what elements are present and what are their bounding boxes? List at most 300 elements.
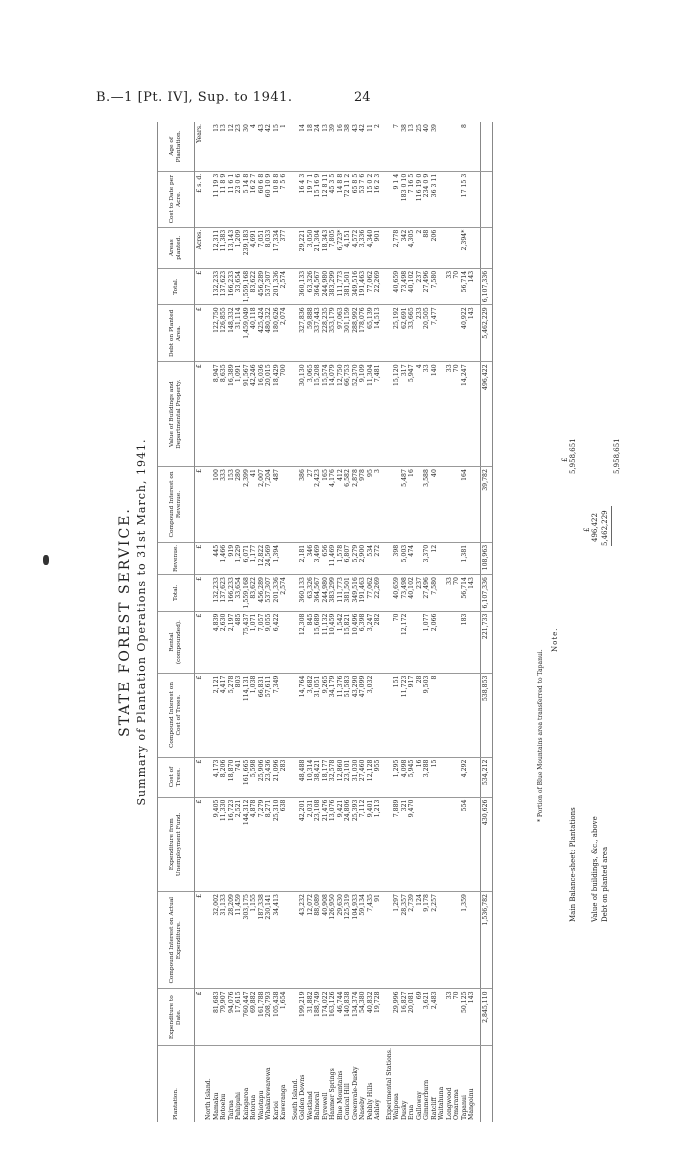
cell-value: 137,623 [220, 268, 228, 305]
cell-value: Acres. [195, 227, 206, 268]
cell-value: 34,413 [273, 892, 281, 989]
cell-value: 21,476 [322, 797, 330, 891]
cell-value [446, 227, 454, 268]
cell-value: 9,405 [213, 797, 221, 891]
cell-value: 73,498 [401, 268, 409, 305]
cell-value [480, 171, 492, 227]
row-label: Kaweranga [280, 1084, 287, 1120]
cell-value: 20,081 [408, 989, 416, 1046]
column-header: Total. [158, 575, 195, 612]
table-row [220, 122, 228, 1122]
cell-value: 137,623 [220, 575, 228, 612]
cell-value: 83,622 [250, 575, 258, 612]
table-row [453, 122, 461, 1122]
table-row [307, 122, 315, 1122]
cell-value: £ [195, 989, 206, 1046]
cell-value: 17,615 [235, 989, 243, 1046]
cell-value: 2,878 [352, 467, 360, 543]
cell-value: 7,580 [431, 575, 439, 612]
cell-value [292, 611, 300, 673]
note-line-2: Value of buildings, &c., above [591, 816, 599, 922]
cell-value: 148,332 [228, 305, 236, 362]
cell-value: 1 [280, 122, 288, 171]
table-row [329, 122, 337, 1122]
cell-value: 6,807 [344, 542, 352, 574]
cell-value: 143 [468, 575, 476, 612]
cell-value: £ [195, 268, 206, 305]
cell-value: 7,481 [374, 362, 382, 467]
cell-value: 30,130 [299, 362, 307, 467]
row-label: Waipoua [393, 1093, 400, 1120]
cell-value: 5,278 [228, 673, 236, 757]
cell-value: 381,501 [344, 575, 352, 612]
cell-value: 12,172 [401, 611, 409, 673]
cell-value [438, 797, 446, 891]
cell-value: 2,574 [280, 575, 288, 612]
cell-value: 23,436 [265, 757, 273, 797]
cell-value: 221,733 [480, 611, 492, 673]
table-row [431, 122, 439, 1122]
cell-value: 15,689 [314, 611, 322, 673]
cell-value: 1,381 [461, 542, 469, 574]
row-label: Hanmer Springs [329, 1068, 336, 1120]
table-row [401, 122, 409, 1122]
cell-value: 14,764 [299, 673, 307, 757]
cell-value: 14,079 [329, 362, 337, 467]
cell-value: 16 [337, 122, 345, 171]
cell-value [431, 797, 439, 891]
cell-value: 63,326 [307, 268, 315, 305]
cell-value: 12,311 [213, 227, 221, 268]
cell-value: 29,221 [299, 227, 307, 268]
page-number: 24 [354, 90, 371, 105]
cell-value [453, 892, 461, 989]
row-label: Conical Hill [344, 1083, 351, 1120]
column-header: Total. [158, 268, 195, 305]
cell-value [438, 673, 446, 757]
cell-value: 3,065 [307, 362, 315, 467]
cell-value: 40 [423, 122, 431, 171]
cell-value: 6,398 [359, 611, 367, 673]
cell-value: 480,322 [265, 305, 273, 362]
cell-value: 77,062 [367, 268, 375, 305]
cell-value [386, 542, 394, 574]
table-row [367, 122, 375, 1122]
cell-value: £ [195, 892, 206, 989]
cell-value: 45 3 5 [329, 171, 337, 227]
cell-value: 317 [401, 362, 409, 467]
cell-value: 9,055 [265, 611, 273, 673]
cell-value: 50,125 [461, 989, 469, 1046]
cell-value: 474 [408, 542, 416, 574]
cell-value: 8,635 [220, 362, 228, 467]
cell-value [438, 892, 446, 989]
cell-value: 845 [307, 611, 315, 673]
cell-value: 24 [314, 122, 322, 171]
cell-value: 234 0 9 [423, 171, 431, 227]
cell-value: 283 [280, 757, 288, 797]
cell-value: 134,374 [352, 989, 360, 1046]
cell-value: 25,393 [352, 797, 360, 891]
cell-value [453, 227, 461, 268]
cell-value: 132,233 [213, 268, 221, 305]
cell-value: 12,308 [299, 611, 307, 673]
row-label: South Island. [291, 1078, 299, 1120]
cell-value: 430,626 [480, 797, 492, 891]
cell-value [393, 467, 401, 543]
cell-value: 206 [431, 227, 439, 268]
cell-value: 349,516 [352, 575, 360, 612]
cell-value: 174,022 [322, 989, 330, 1046]
cell-value: 2 [374, 122, 382, 171]
cell-value [386, 611, 394, 673]
cell-value: 19,728 [374, 989, 382, 1046]
cell-value: 42,201 [299, 797, 307, 891]
cell-value [408, 611, 416, 673]
cell-value: 9,503 [423, 673, 431, 757]
cell-value: 27,496 [423, 268, 431, 305]
cell-value: 60 10 9 [265, 171, 273, 227]
cell-value: 3,588 [423, 467, 431, 543]
cell-value: 13 [408, 122, 416, 171]
cell-value: 33 [446, 989, 454, 1046]
row-label: Experimental Stations. [385, 1048, 393, 1120]
column-header: Plantation. [158, 1046, 195, 1122]
cell-value [205, 797, 213, 891]
table-row [265, 122, 273, 1122]
cell-value: 70 [453, 989, 461, 1046]
cell-value: 538,853 [480, 673, 492, 757]
cell-value: 5,947 [408, 362, 416, 467]
cell-value: 3 [374, 467, 382, 543]
cell-value: 31,882 [307, 989, 315, 1046]
cell-value [205, 467, 213, 543]
cell-value: 14 8 8 [337, 171, 345, 227]
cell-value: 244,980 [322, 268, 330, 305]
cell-value: 25,310 [273, 797, 281, 891]
cell-value: 33 [446, 575, 454, 612]
cell-value: 917 [408, 673, 416, 757]
cell-value: 17,334 [273, 227, 281, 268]
cell-value [438, 268, 446, 305]
cell-value [205, 673, 213, 757]
cell-value: 456,289 [258, 575, 266, 612]
cell-value [292, 989, 300, 1046]
cell-value: 3,288 [423, 757, 431, 797]
cell-value: 18,870 [228, 757, 236, 797]
row-label: Tapanui [460, 1095, 468, 1120]
cell-value [453, 171, 461, 227]
cell-value: 164 [461, 467, 469, 543]
cell-value: 327,836 [299, 305, 307, 362]
cell-value: 111,773 [337, 575, 345, 612]
table-body [195, 122, 493, 1122]
cell-value: 2,181 [299, 542, 307, 574]
cell-value: 161,788 [258, 989, 266, 1046]
cell-value: 272 [374, 542, 382, 574]
table-row [228, 122, 236, 1122]
cell-value: 166,233 [228, 268, 236, 305]
cell-value: 201,336 [273, 575, 281, 612]
cell-value [438, 611, 446, 673]
cell-value: 1,559,168 [243, 268, 251, 305]
cell-value: 11,459 [235, 892, 243, 989]
cell-value: 33,654 [235, 268, 243, 305]
note-amount-4: 5,958,651 [613, 438, 621, 474]
row-label: Balmoral [314, 1091, 321, 1120]
cell-value: 16,036 [258, 362, 266, 467]
cell-value: 349,516 [352, 268, 360, 305]
cell-value: 485 [235, 611, 243, 673]
cell-value: 381,501 [344, 268, 352, 305]
cell-value: 166,233 [228, 575, 236, 612]
row-label: Galloway [415, 1091, 423, 1120]
cell-value: 12,128 [367, 757, 375, 797]
cell-value: 4,176 [329, 467, 337, 543]
cell-value: 360,133 [299, 575, 307, 612]
cell-value [438, 989, 446, 1046]
cell-value [205, 268, 213, 305]
cell-value: 4,340 [367, 227, 375, 268]
column-header: Areas planted. [158, 227, 195, 268]
cell-value: 43 [352, 122, 360, 171]
cell-value: 2,121 [213, 673, 221, 757]
cell-value: 73,498 [401, 575, 409, 612]
cell-value: 2,900 [359, 542, 367, 574]
cell-value: 40 [431, 467, 439, 543]
cell-value: 95 [367, 467, 375, 543]
column-header: Cost of Trees. [158, 757, 195, 797]
column-header: Rental (compounded). [158, 611, 195, 673]
cell-value [280, 467, 288, 543]
cell-value [292, 171, 300, 227]
cell-value: 108,963 [480, 542, 492, 574]
row-label: Eyrewell [321, 1092, 329, 1120]
row-label: Tairua [227, 1100, 235, 1120]
cell-value [468, 542, 476, 574]
cell-value: 17 15 3 [461, 171, 469, 227]
cell-value: 31,051 [314, 673, 322, 757]
cell-value: 15 0 2 [367, 171, 375, 227]
cell-value [438, 305, 446, 362]
column-header: Compound Interest on Revenue. [158, 467, 195, 543]
cell-value [438, 362, 446, 467]
column-header: Compound Interest on Actual Expenditure. [158, 892, 195, 989]
cell-value: 57,611 [265, 673, 273, 757]
cell-value: 1,229 [235, 542, 243, 574]
cell-value: 353,179 [329, 305, 337, 362]
cell-value: 7,349 [273, 673, 281, 757]
table-row [438, 122, 446, 1122]
cell-value: 23 [235, 122, 243, 171]
cell-value: 32,002 [213, 892, 221, 989]
cell-value: 233 [416, 305, 424, 362]
table-row [235, 122, 243, 1122]
cell-value: 40,118 [250, 305, 258, 362]
cell-value [438, 227, 446, 268]
cell-value: 8 [431, 673, 439, 757]
cell-value: 2,630 [220, 611, 228, 673]
table-row [337, 122, 345, 1122]
table-row [344, 122, 352, 1122]
cell-value [446, 542, 454, 574]
cell-value: 20,015 [265, 362, 273, 467]
cell-value: 39 [431, 122, 439, 171]
cell-value: 445 [213, 542, 221, 574]
cell-value: 163,126 [329, 989, 337, 1046]
cell-value: 65,139 [367, 305, 375, 362]
cell-value: 10,496 [352, 611, 360, 673]
cell-value: 228,235 [322, 305, 330, 362]
cell-value: 1,071 [250, 611, 258, 673]
cell-value: 11,469 [329, 542, 337, 574]
cell-value: 6,107,336 [480, 575, 492, 612]
cell-value: 1,536,782 [480, 892, 492, 989]
cell-value: 28,209 [228, 892, 236, 989]
cell-value: 38,421 [314, 757, 322, 797]
cell-value: 77,062 [367, 575, 375, 612]
cell-value [386, 989, 394, 1046]
cell-value [205, 575, 213, 612]
cell-value [205, 227, 213, 268]
cell-value: 7,805 [329, 227, 337, 268]
cell-value [453, 542, 461, 574]
cell-value: 21,304 [314, 227, 322, 268]
cell-value [438, 467, 446, 543]
cell-value [386, 122, 394, 171]
cell-value: 10,459 [329, 611, 337, 673]
cell-value [386, 362, 394, 467]
cell-value: 7 5 6 [280, 171, 288, 227]
cell-value: 333 [220, 467, 228, 543]
cell-value [205, 362, 213, 467]
cell-value: 6,723* [337, 227, 345, 268]
row-label: Pebbly Hills [366, 1082, 374, 1120]
cell-value: 5,462,229 [480, 305, 492, 362]
cell-value: 554 [461, 797, 469, 891]
cell-value [292, 268, 300, 305]
cell-value: 342 [401, 227, 409, 268]
cell-value [416, 467, 424, 543]
cell-value: 303,175 [243, 892, 251, 989]
cell-value: 638 [280, 797, 288, 891]
cell-value: 16,723 [228, 797, 236, 891]
cell-value [386, 575, 394, 612]
cell-value: Years. [195, 122, 206, 171]
note-amount-1: 5,958,651 [569, 438, 577, 474]
cell-value: 180,626 [273, 305, 281, 362]
cell-value: 6,071 [243, 542, 251, 574]
cell-value: 1,542 [337, 611, 345, 673]
cell-value [386, 757, 394, 797]
cell-value: 33 [423, 362, 431, 467]
cell-value [468, 227, 476, 268]
cell-value: 1,038 [250, 673, 258, 757]
table-row [314, 122, 322, 1122]
note-title: Note. [551, 627, 559, 652]
cell-value [292, 673, 300, 757]
cell-value: 69 [416, 989, 424, 1046]
cell-value: 13 [322, 122, 330, 171]
cell-value: 7 [393, 122, 401, 171]
cell-value: 534,212 [480, 757, 492, 797]
table-row [446, 122, 454, 1122]
cell-value [292, 757, 300, 797]
cell-value: 29,630 [337, 892, 345, 989]
cell-value: 22,269 [374, 268, 382, 305]
table-row [243, 122, 251, 1122]
row-label: Rotorua [250, 1094, 257, 1120]
cell-value [205, 611, 213, 673]
cell-value: 2,031 [307, 797, 315, 891]
cell-value: 4 [416, 362, 424, 467]
cell-value: 16 2 3 [374, 171, 382, 227]
cell-value: 13,143 [228, 227, 236, 268]
cell-value [280, 542, 288, 574]
cell-value: 42,246 [250, 362, 258, 467]
cell-value: 21,096 [273, 757, 281, 797]
units-row [195, 122, 206, 1122]
cell-value [446, 467, 454, 543]
cell-value: 386 [299, 467, 307, 543]
cell-value: 39,782 [480, 467, 492, 543]
row-label: Naseby [359, 1096, 366, 1120]
cell-value: 2,197 [228, 611, 236, 673]
cell-value [280, 611, 288, 673]
cell-value: £ s. d. [195, 171, 206, 227]
cell-value [292, 467, 300, 543]
cell-value: 383,299 [329, 268, 337, 305]
column-header: Revenue. [158, 542, 195, 574]
cell-value: 7,112 [359, 797, 367, 891]
cell-value: 412 [337, 467, 345, 543]
cell-value: 1,459,049 [243, 305, 251, 362]
cell-value: 237 [416, 268, 424, 305]
cell-value: 803 [235, 673, 243, 757]
cell-value [292, 797, 300, 891]
table-row [258, 122, 266, 1122]
cell-value: 191,463 [359, 268, 367, 305]
cell-value: 2,423 [314, 467, 322, 543]
cell-value: 114,131 [243, 673, 251, 757]
cell-value: £ [195, 542, 206, 574]
cell-value: 16 [408, 467, 416, 543]
cell-value: 919 [228, 542, 236, 574]
table-row [461, 122, 469, 1122]
cell-value: 13,076 [329, 797, 337, 891]
cell-value: 51,583 [344, 673, 352, 757]
cell-value: 18,429 [273, 362, 281, 467]
cell-value [453, 757, 461, 797]
row-label: Waitahuna [438, 1086, 445, 1120]
cell-value: 187,338 [258, 892, 266, 989]
cell-value: 11,376 [337, 673, 345, 757]
cell-value: 3,050 [307, 227, 315, 268]
note-amount-2: 496,422 [591, 513, 599, 542]
cell-value [468, 673, 476, 757]
cell-value [438, 757, 446, 797]
cell-value [468, 362, 476, 467]
cell-value: 4,878 [250, 797, 258, 891]
table-row [322, 122, 330, 1122]
cell-value: 2,574 [280, 268, 288, 305]
table-row [359, 122, 367, 1122]
cell-value: 83,622 [250, 268, 258, 305]
cell-value: 15,208 [314, 362, 322, 467]
cell-value [416, 542, 424, 574]
cell-value: 111,773 [337, 268, 345, 305]
column-header: Compound Interest on Cost of Trees. [158, 673, 195, 757]
